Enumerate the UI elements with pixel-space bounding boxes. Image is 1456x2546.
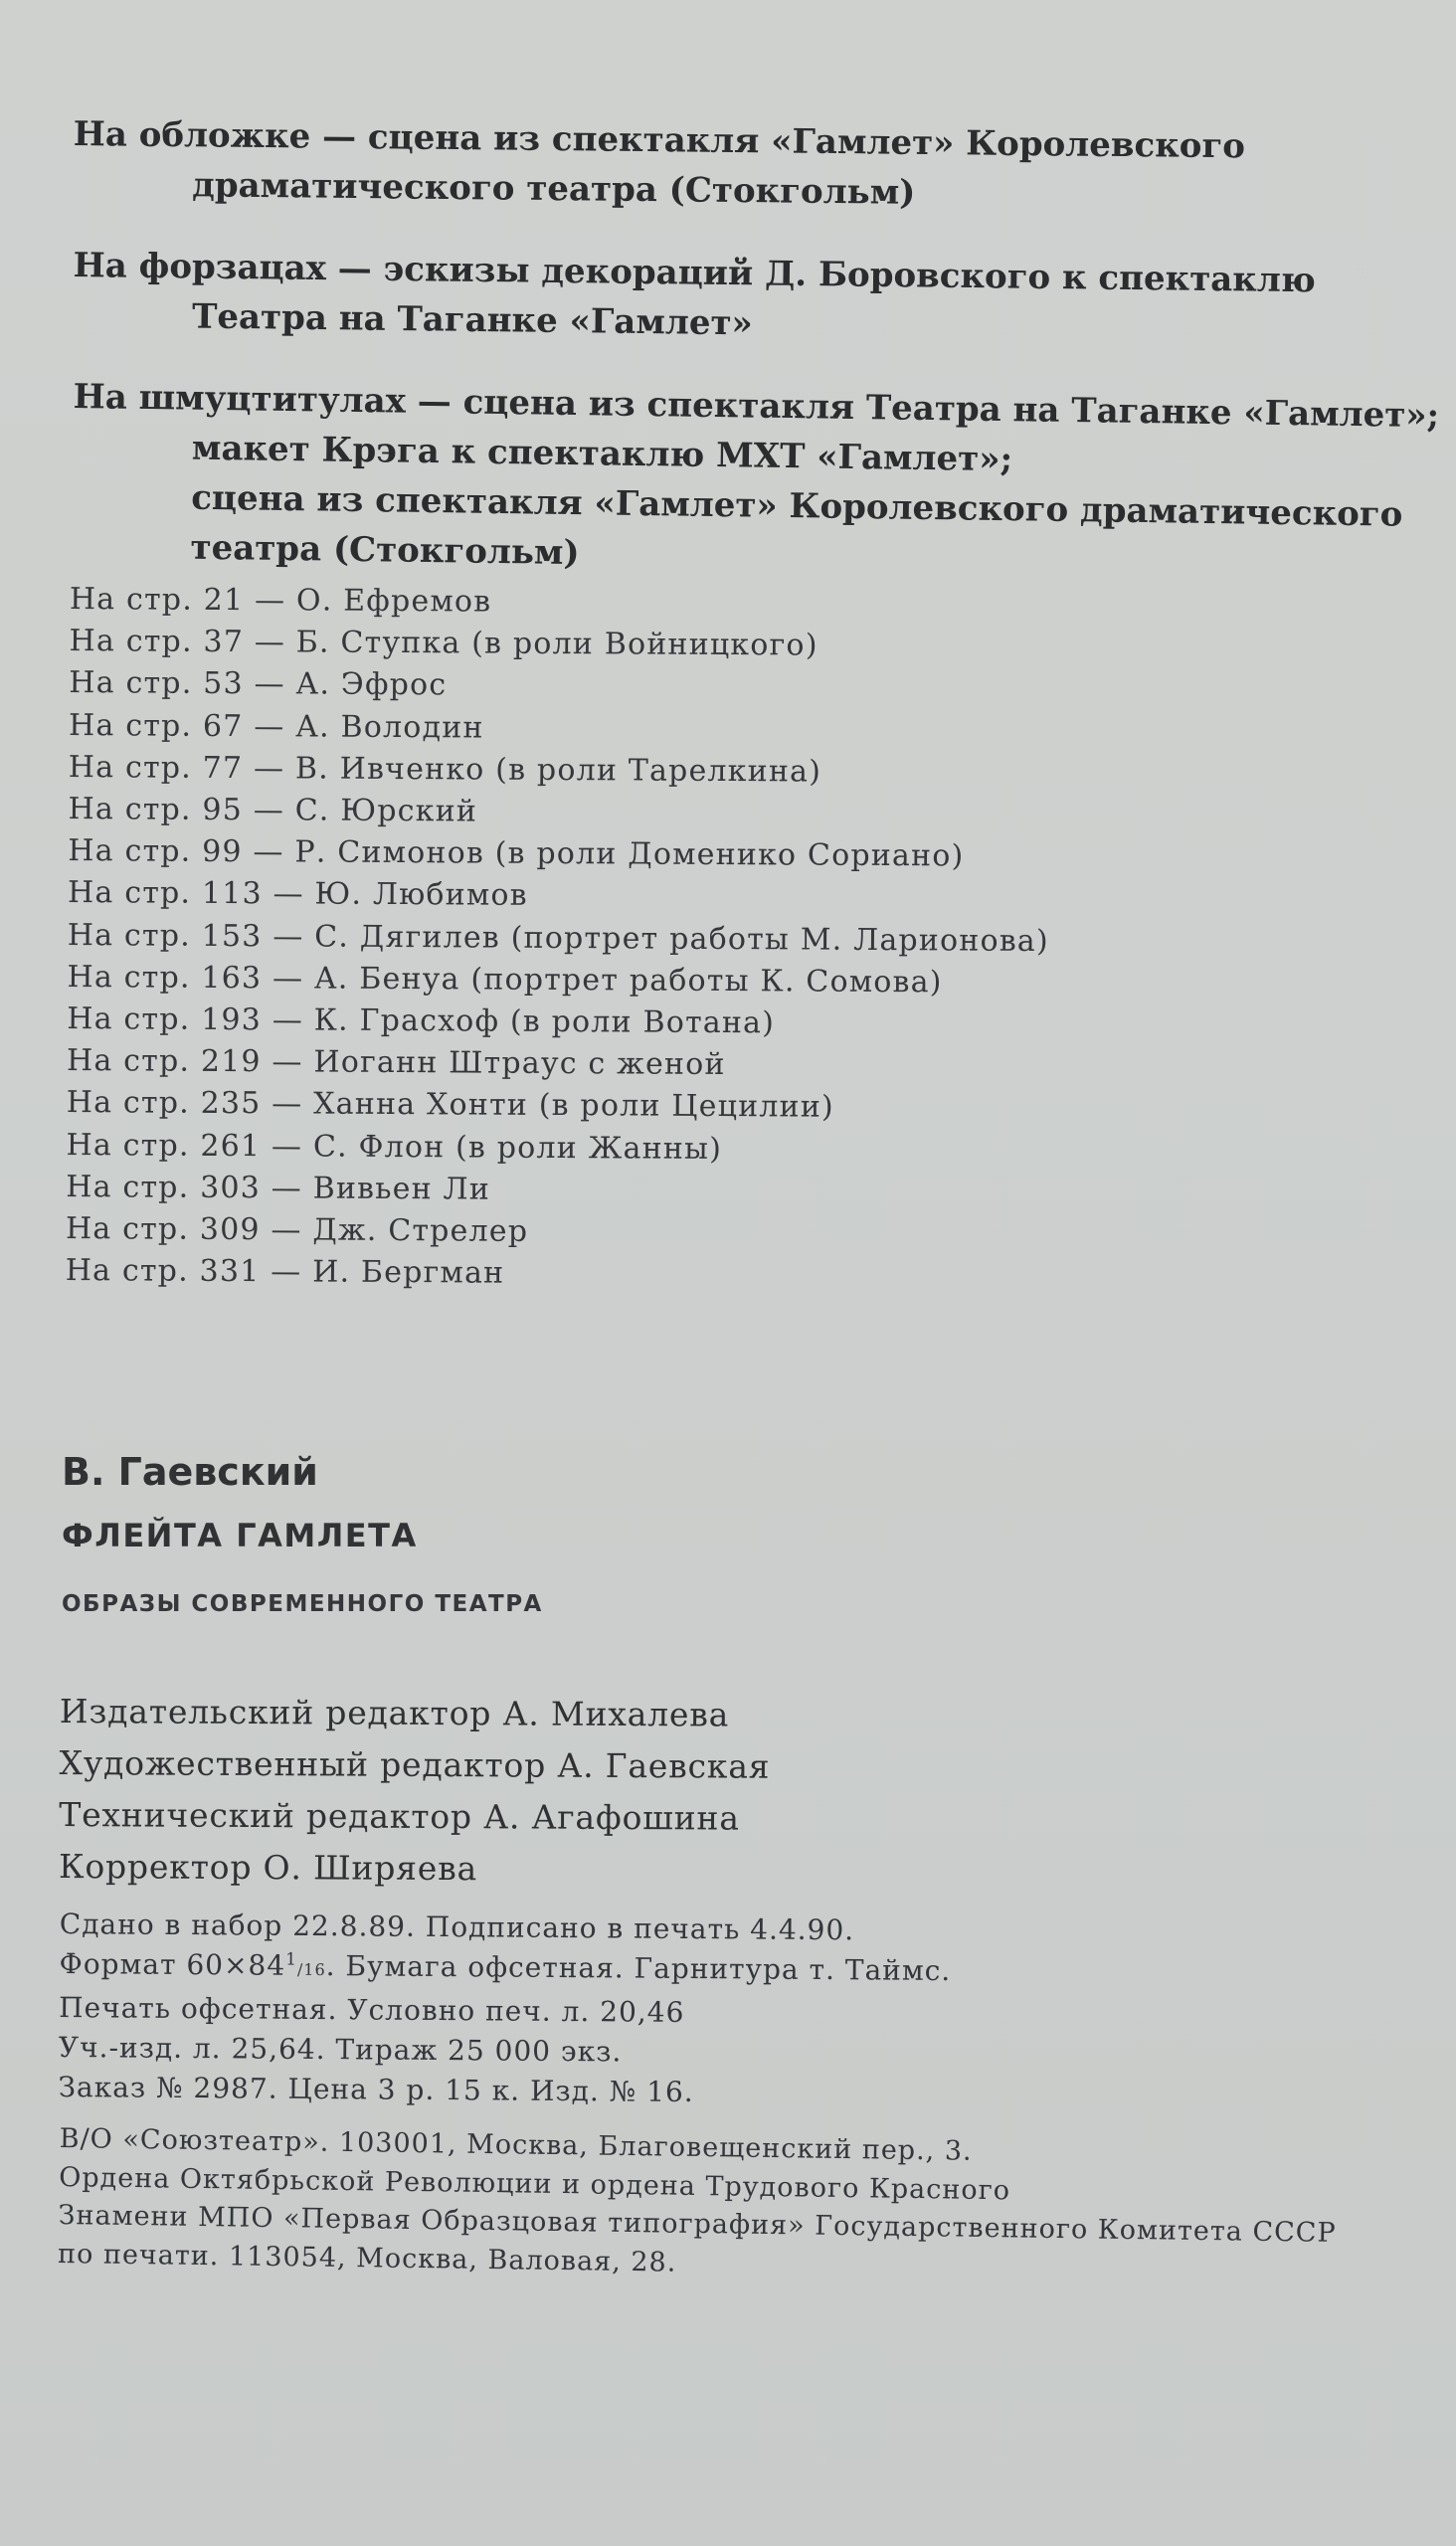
illustration-credits bbox=[73, 109, 1440, 603]
editor-line: Корректор О. Ширяева bbox=[58, 1846, 478, 1889]
imprint-line: Сдано в набор 22.8.89. Подписано в печать 4.4.90. bbox=[59, 1907, 855, 1947]
list-item: На стр. 21 — О. Ефремов bbox=[69, 581, 492, 620]
cover-credit bbox=[73, 109, 1386, 223]
book-title: ФЛЕЙТА ГАМЛЕТА bbox=[62, 1517, 418, 1554]
list-item: На стр. 163 — А. Бенуа (портрет работы К. Сомова) bbox=[67, 959, 943, 1000]
credit-line: На шмуцтитулах — сцена из спектакля Театра на Таганке «Гамлет»; bbox=[73, 376, 1440, 437]
list-item: На стр. 53 — А. Эфрос bbox=[69, 665, 448, 703]
credit-line: На форзацах — эскизы декораций Д. Боровского к спектаклю bbox=[73, 245, 1316, 301]
print-imprint bbox=[58, 1905, 951, 2114]
credit-line: Театра на Таганке «Гамлет» bbox=[191, 296, 754, 344]
book-author: В. Гаевский bbox=[62, 1450, 318, 1494]
list-item: На стр. 261 — С. Флон (в роли Жанны) bbox=[66, 1127, 723, 1167]
imprint-line: Заказ № 2987. Цена 3 р. 15 к. Изд. № 16. bbox=[58, 2070, 694, 2109]
list-item: На стр. 309 — Дж. Стрелер bbox=[65, 1211, 529, 1249]
list-item: На стр. 95 — С. Юрский bbox=[68, 792, 478, 829]
list-item: На стр. 303 — Вивьен Ли bbox=[66, 1169, 491, 1207]
credit-line: На обложке — сцена из спектакля «Гамлет» Королевского bbox=[73, 113, 1246, 167]
book-subtitle: ОБРАЗЫ СОВРЕМЕННОГО ТЕАТРА bbox=[62, 1591, 543, 1617]
credit-line: театра (Стокгольм) bbox=[190, 527, 580, 574]
format-suffix: . Бумага офсетная. Гарнитура т. Таймс. bbox=[325, 1949, 952, 1988]
half-title-credit bbox=[71, 372, 1440, 589]
imprint-line: Уч.-изд. л. 25,64. Тираж 25 000 экз. bbox=[58, 2030, 623, 2069]
publisher-line: по печати. 113054, Москва, Валовая, 28. bbox=[57, 2238, 677, 2278]
publisher-line: Знамени МПО «Первая Образцовая типография» Государственного Комитета СССР bbox=[58, 2199, 1337, 2249]
endpaper-credit bbox=[73, 241, 1386, 356]
format-prefix: Формат 60×84 bbox=[59, 1946, 286, 1982]
list-item: На стр. 77 — В. Ивченко (в роли Тарелкина) bbox=[68, 749, 822, 790]
credit-line: драматического театра (Стокгольм) bbox=[191, 165, 916, 213]
list-item: На стр. 193 — К. Грасхоф (в роли Вотана) bbox=[67, 1001, 776, 1041]
format-superscript: 1 bbox=[285, 1949, 298, 1970]
list-item: На стр. 331 — И. Бергман bbox=[65, 1253, 505, 1291]
editor-line: Издательский редактор А. Михалева bbox=[59, 1691, 730, 1734]
editor-line: Художественный редактор А. Гаевская bbox=[59, 1742, 771, 1786]
list-item: На стр. 235 — Ханна Хонти (в роли Цецилии) bbox=[66, 1085, 835, 1126]
list-item: На стр. 219 — Иоганн Штраус с женой bbox=[66, 1043, 726, 1083]
editorial-staff bbox=[59, 1686, 771, 1897]
list-item: На стр. 37 — Б. Ступка (в роли Войницкого) bbox=[69, 624, 819, 663]
imprint-line: Печать офсетная. Условно печ. л. 20,46 bbox=[59, 1990, 685, 2029]
page-illustration-list bbox=[66, 579, 1051, 1298]
credit-line: макет Крэга к спектаклю МХТ «Гамлет»; bbox=[191, 428, 1013, 480]
list-item: На стр. 67 — А. Володин bbox=[68, 707, 484, 746]
list-item: На стр. 113 — Ю. Любимов bbox=[67, 875, 528, 914]
publisher-line: Ордена Октябрьской Революции и ордена Трудового Красного bbox=[58, 2161, 1011, 2206]
editor-line: Технический редактор А. Агафошина bbox=[59, 1794, 740, 1838]
credit-line: сцена из спектакля «Гамлет» Королевского драматического bbox=[190, 477, 1403, 535]
publisher-info bbox=[58, 2120, 1338, 2291]
publisher-line: В/О «Союзтеатр». 103001, Москва, Благовещенский пер., 3. bbox=[59, 2122, 973, 2167]
imprint-format-line bbox=[59, 1944, 951, 1995]
list-item: На стр. 153 — С. Дягилев (портрет работы М. Ларионова) bbox=[67, 917, 1049, 959]
format-denominator: /16 bbox=[296, 1959, 326, 1980]
list-item: На стр. 99 — Р. Симонов (в роли Доменико Сориано) bbox=[68, 833, 965, 874]
